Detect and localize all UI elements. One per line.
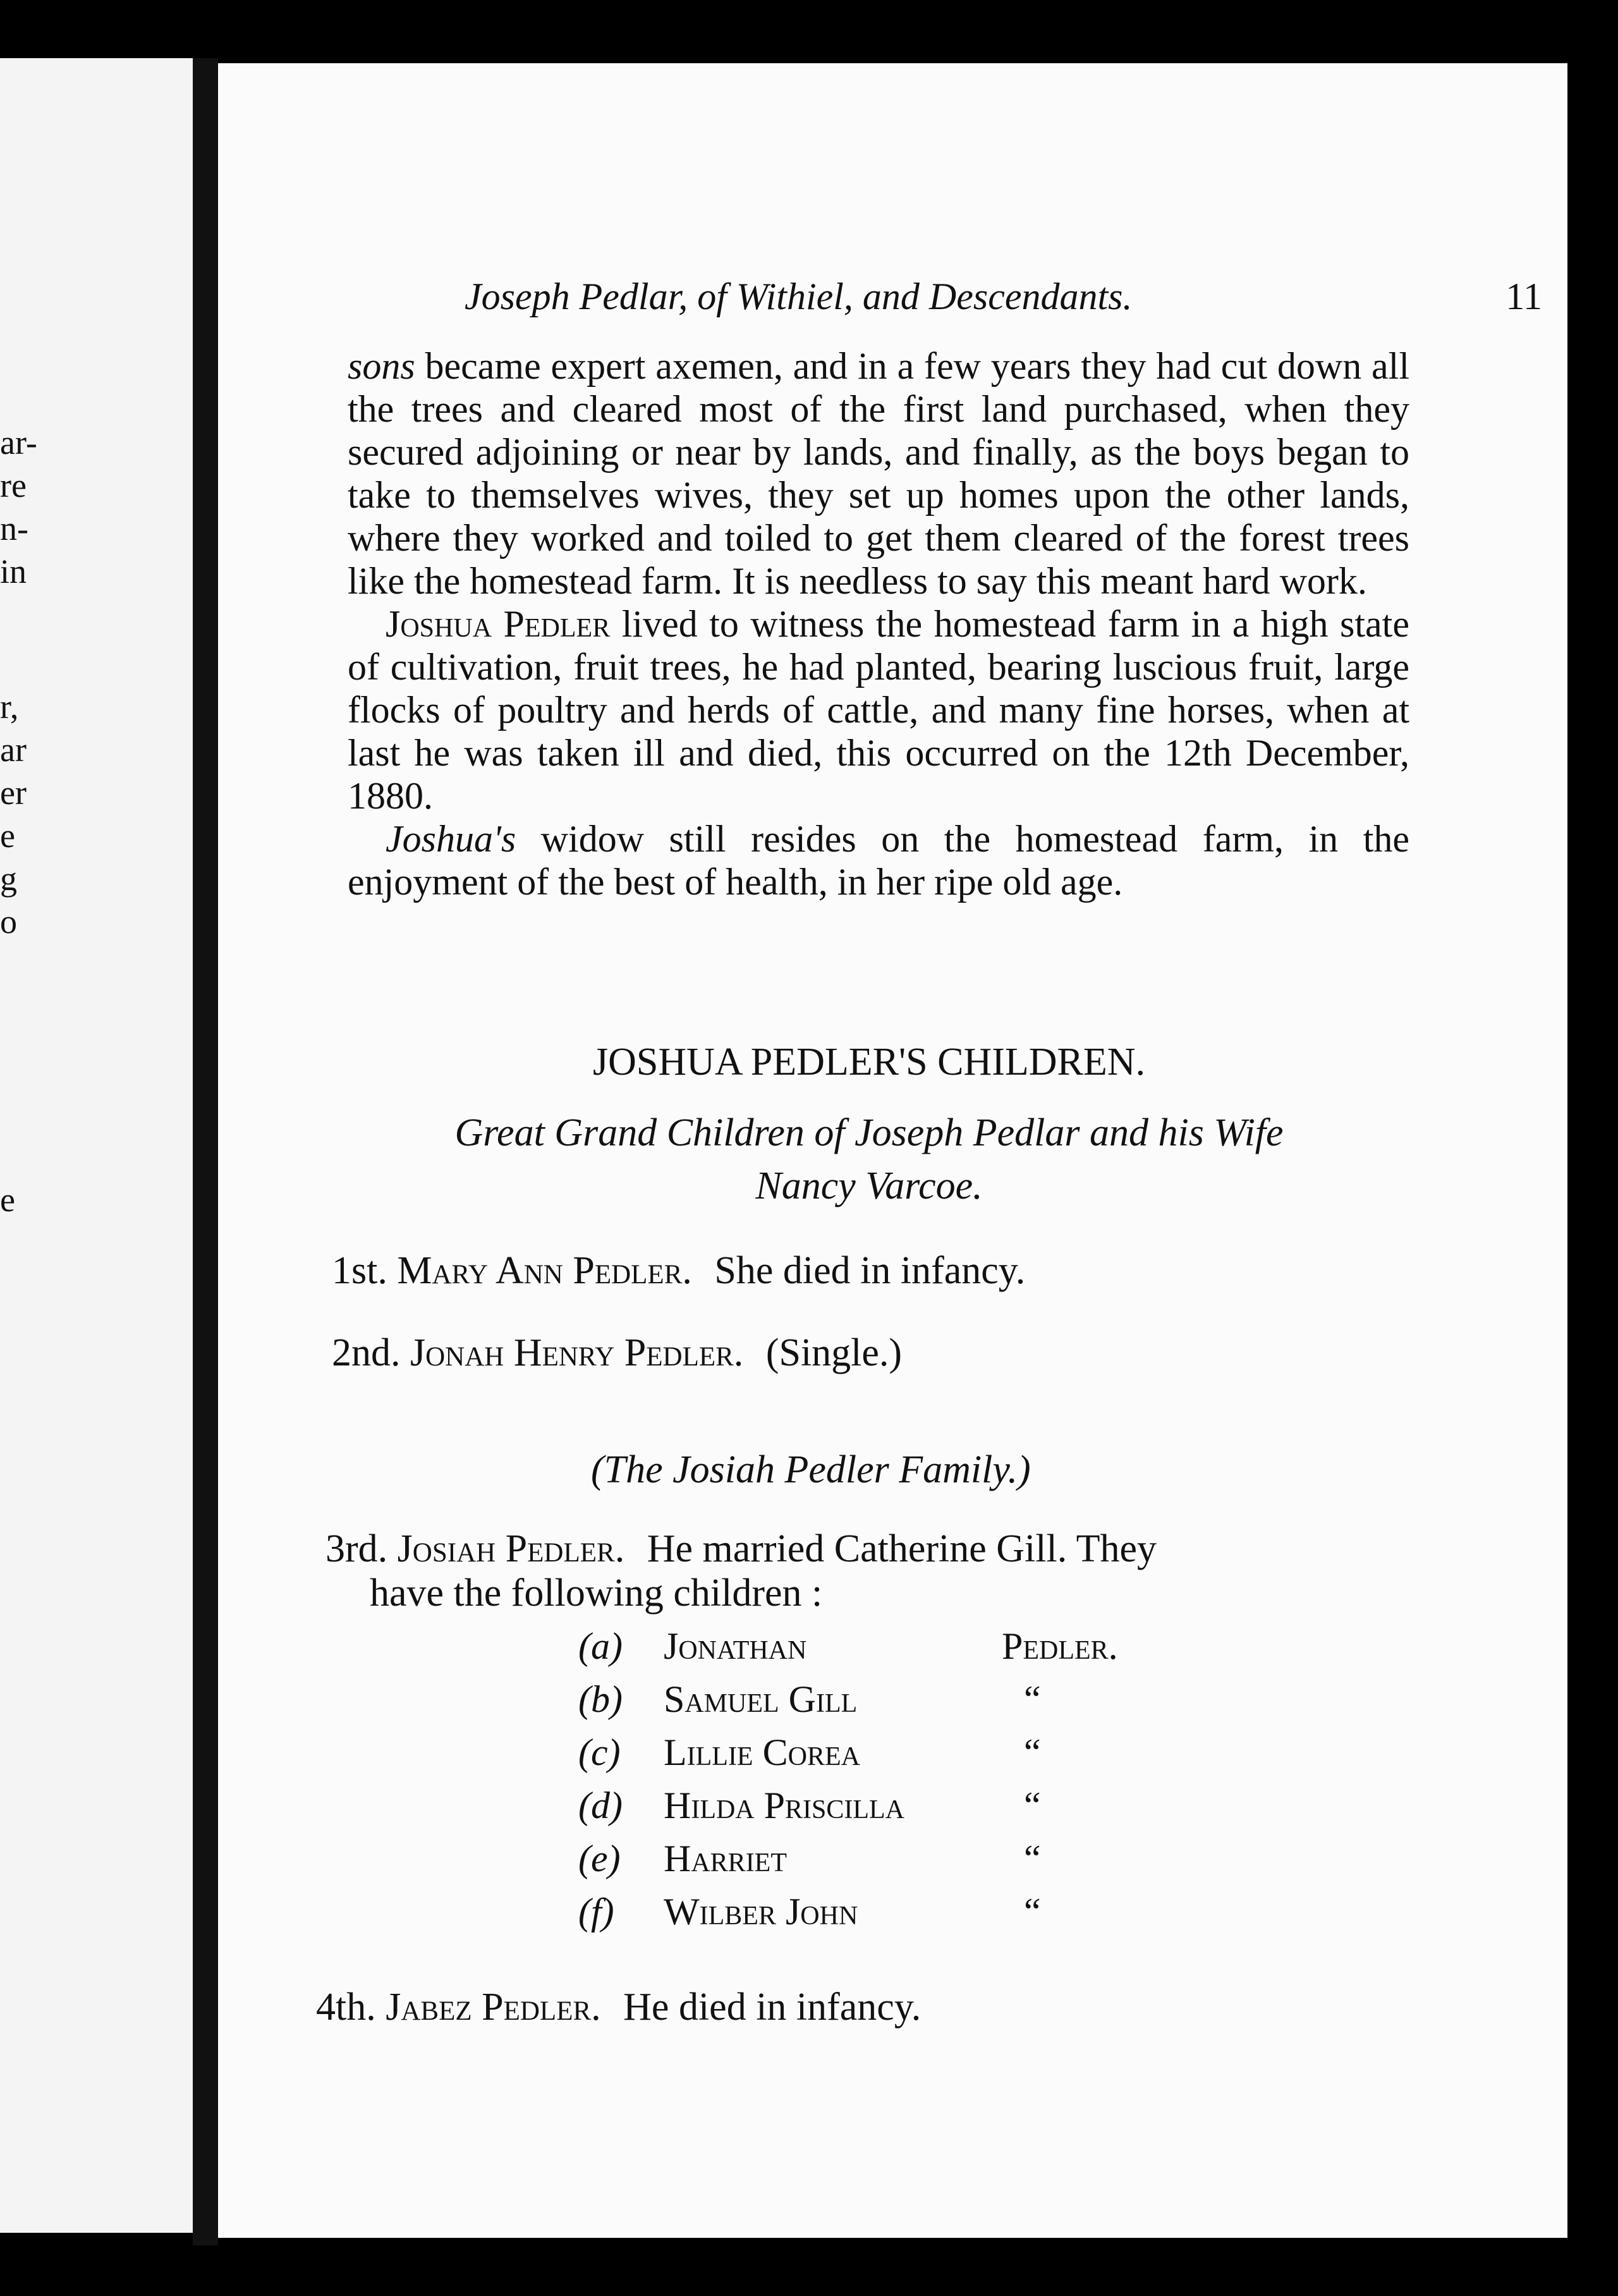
item-name: Samuel Gill [664,1678,858,1720]
paragraph [348,345,1409,602]
child-entry [332,1331,902,1375]
running-header [465,275,1542,319]
entry-ordinal: 1st. [332,1249,387,1292]
item-letter: (e) [578,1838,621,1879]
item-letter: (f) [578,1891,614,1933]
item-name: Jonathan [664,1625,807,1667]
ditto-mark: “ [1024,1678,1041,1720]
fragment: n- [0,510,28,547]
section-subtitle [332,1106,1406,1212]
subtitle-line: Nancy Varcoe. [755,1164,983,1207]
entry-note: He died in infancy. [623,1986,922,2029]
item-name: Wilber John [664,1891,858,1933]
page-number: 11 [1505,276,1542,317]
item-name: Hilda Priscilla [664,1785,905,1826]
fragment: r, [0,688,19,726]
family-heading: (The Josiah Pedler Family.) [591,1448,1031,1491]
paragraph [348,602,1409,817]
entry-note: (Single.) [765,1331,903,1374]
fragment: re [0,467,27,504]
child-entry [325,1527,1157,1571]
paragraph-text: lived to witness the homestead farm in a high state of cultivation, fruit trees, he had planted, bearing luscious fruit, large flocks of poultry and herds of cattle, and many fine horses, when at last he was taken ill and died, this occurred on the 12th December, 1880. [348,603,1409,817]
entry-name: Jabez Pedler. [386,1986,601,2029]
entry-note: She died in infancy. [714,1249,1026,1292]
fragment: ar- [0,424,37,461]
child-entry [316,1985,921,2029]
entry-note: He married Catherine Gill. They [647,1527,1157,1570]
subtitle-line: Great Grand Children of Joseph Pedlar and his Wife [454,1111,1284,1154]
entry-ordinal: 2nd. [332,1331,401,1374]
fragment: in [0,553,27,590]
entry-name: Mary Ann Pedler. [397,1249,692,1292]
entry-name: Jonah Henry Pedler. [410,1331,744,1374]
item-letter: (b) [578,1678,623,1720]
lead-word: sons [348,345,415,387]
paragraph-text: became expert axemen, and in a few years they had cut down all the trees and cleared most of the first land purchased, when they secured adjoining or near by lands, and finally, as the boys began to take to themselves wives, they set up homes upon the other lands, where they worked and toiled to get them cleared of the forest trees like the homestead farm. It is needless to say this meant hard work. [348,345,1409,602]
book-page [218,63,1567,2238]
paragraph [348,817,1409,903]
item-name: Harriet [664,1838,787,1879]
facing-page [0,58,193,2233]
entry-name: Josiah Pedler. [397,1527,625,1570]
entry-ordinal: 3rd. [325,1527,388,1570]
item-name: Lillie Corea [664,1731,860,1773]
lead-name: Joshua Pedler [386,603,611,645]
book-spine [193,58,218,2245]
fragment: er [0,774,27,812]
ditto-mark: “ [1024,1731,1041,1773]
running-title: Joseph Pedlar, of Withiel, and Descendants. [465,276,1133,317]
fragment: ar [0,731,27,769]
child-entry [332,1249,1025,1293]
ditto-mark: “ [1024,1838,1041,1879]
fragment: e [0,817,15,855]
fragment: e [0,1181,15,1219]
fragment: g [0,860,17,898]
item-letter: (d) [578,1785,623,1826]
ditto-mark: “ [1024,1891,1041,1933]
section-title: JOSHUA PEDLER'S CHILDREN. [592,1041,1146,1084]
item-letter: (c) [578,1731,621,1773]
item-surname: Pedler. [1002,1625,1118,1667]
fragment: o [0,903,17,941]
entry-continuation: have the following children : [370,1572,823,1615]
paragraph-text: widow still resides on the homestead farm, in the enjoyment of the best of health, in her ripe old age. [348,818,1409,903]
entry-ordinal: 4th. [316,1986,376,2029]
ditto-mark: “ [1024,1785,1041,1826]
item-letter: (a) [578,1625,623,1667]
lead-word: Joshua's [386,818,516,860]
body-text [348,345,1409,903]
